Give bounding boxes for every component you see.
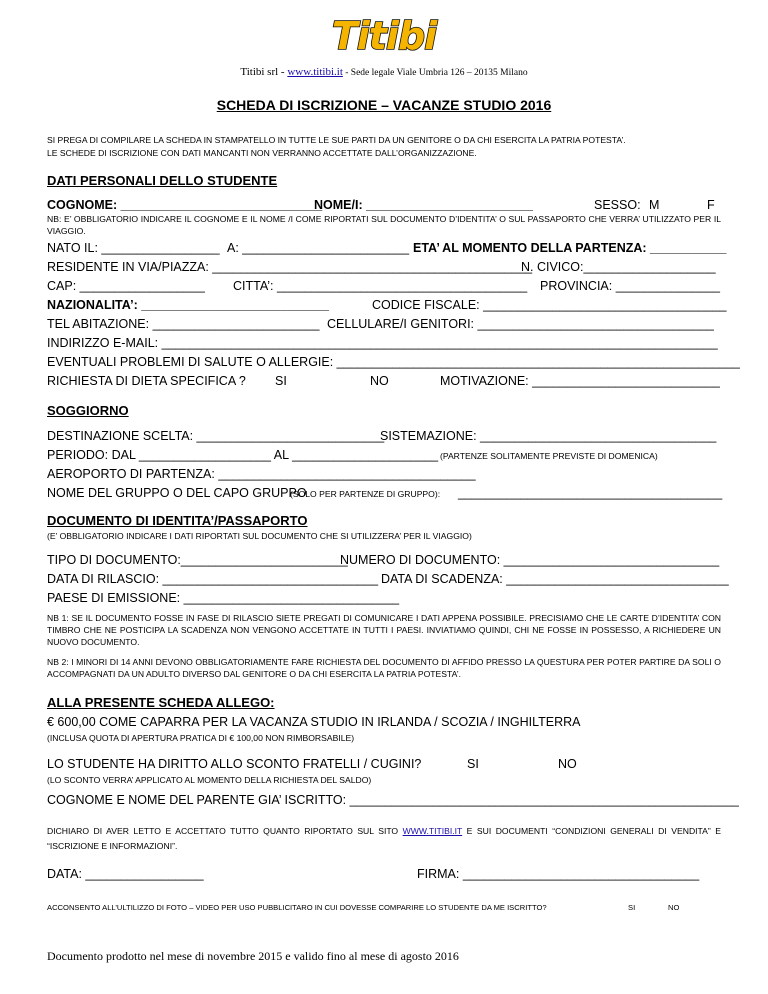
sconto-question: LO STUDENTE HA DIRITTO ALLO SCONTO FRATELLI / CUGINI? bbox=[47, 757, 422, 771]
svg-text:Titibi: Titibi bbox=[331, 14, 437, 56]
dieta-si-option[interactable]: SI bbox=[275, 374, 287, 388]
numero-documento-field[interactable]: NUMERO DI DOCUMENTO: _______________________________ bbox=[340, 553, 720, 567]
nato-il-field[interactable]: NATO IL: _________________ bbox=[47, 241, 220, 255]
luogo-nascita-field[interactable]: A: ________________________ bbox=[227, 241, 410, 255]
provincia-field[interactable]: PROVINCIA: _______________ bbox=[540, 279, 720, 293]
student-nb-note: NB: E’ OBBLIGATORIO INDICARE IL COGNOME E IL NOME /I COME RIPORTATI SUL DOCUMENTO D’IDENTITA’ O SUL PASSAPORTO CHE VERRA’ UTILIZZATO PER IL VIAGGIO. bbox=[47, 214, 721, 236]
sesso-f-option[interactable]: F bbox=[707, 198, 715, 212]
sistemazione-field[interactable]: SISTEMAZIONE: __________________________________ bbox=[380, 429, 717, 443]
documento-note: (E’ OBBLIGATORIO INDICARE I DATI RIPORTATI SUL DOCUMENTO CHE SI UTILIZZERA’ PER IL VIAGGIO) bbox=[47, 531, 472, 541]
dichiaro-text bbox=[47, 824, 721, 854]
tipo-documento-field[interactable]: TIPO DI DOCUMENTO:________________________ bbox=[47, 553, 348, 567]
titibi-terms-link[interactable]: WWW.TITIBI.IT bbox=[402, 826, 463, 836]
page-title: SCHEDA DI ISCRIZIONE – VACANZE STUDIO 2016 bbox=[216, 97, 552, 113]
nazionalita-field[interactable]: NAZIONALITA’: ___________________________ bbox=[47, 298, 329, 312]
cognome-field[interactable]: COGNOME: _____________________________ bbox=[47, 198, 323, 212]
consenso-question: ACCONSENTO ALL’ULTILIZZO DI FOTO – VIDEO PER USO PUBBLICITARO IN CUI DOVESSE COMPARIRE LO STUDENTE DA ME ISCRITTO? bbox=[47, 903, 547, 912]
periodo-note: (PARTENZE SOLITAMENTE PREVISTE DI DOMENICA) bbox=[440, 451, 658, 461]
consenso-si-option[interactable]: SI bbox=[628, 903, 636, 912]
consenso-no-option[interactable]: NO bbox=[668, 903, 680, 912]
data-scadenza-field[interactable]: DATA DI SCADENZA: ________________________________ bbox=[381, 572, 729, 586]
company-prefix: Titibi srl - bbox=[240, 66, 288, 78]
sesso-label: SESSO: bbox=[594, 198, 641, 212]
documento-nb1: NB 1: SE IL DOCUMENTO FOSSE IN FASE DI RILASCIO SIETE PREGATI DI COMUNICARE I DATI APPENA POSSIBILE. PRECISIAMO CHE LE CARTE D’IDENTITA’ CON TIMBRO CHE NE POSTICIPA LA SCADENZA NON VENGONO ACCETTATE IN TUTTI I PAESI. INVIATIAMO QUINDI, CHI NE FOSSE IN POSSESSO, A RICHIEDERE UN NUOVO DOCUMENTO. bbox=[47, 613, 721, 647]
sesso-m-option[interactable]: M bbox=[649, 198, 660, 212]
documento-heading: DOCUMENTO DI IDENTITA’/PASSAPORTO bbox=[47, 513, 308, 528]
paese-emissione-field[interactable]: PAESE DI EMISSIONE: _______________________________ bbox=[47, 591, 400, 605]
student-section-heading: DATI PERSONALI DELLO STUDENTE bbox=[47, 173, 278, 188]
codice-fiscale-field[interactable]: CODICE FISCALE: ___________________________________ bbox=[372, 298, 727, 312]
gruppo-note: (SOLO PER PARTENZE DI GRUPPO): bbox=[290, 489, 441, 499]
caparra-note: (INCLUSA QUOTA DI APERTURA PRATICA DI € 100,00 NON RIMBORSABILE) bbox=[47, 733, 355, 743]
gruppo-field[interactable]: ______________________________________ bbox=[458, 486, 723, 500]
aeroporto-field[interactable]: AEROPORTO DI PARTENZA: _____________________________________ bbox=[47, 467, 476, 481]
dieta-question: RICHIESTA DI DIETA SPECIFICA ? bbox=[47, 374, 246, 388]
company-line bbox=[0, 66, 768, 78]
destinazione-field[interactable]: DESTINAZIONE SCELTA: ___________________________ bbox=[47, 429, 385, 443]
motivazione-field[interactable]: MOTIVAZIONE: ___________________________ bbox=[440, 374, 720, 388]
titibi-logo bbox=[322, 14, 446, 56]
caparra-text: € 600,00 COME CAPARRA PER LA VACANZA STUDIO IN IRLANDA / SCOZIA / INGHILTERRA bbox=[47, 715, 581, 729]
parente-field[interactable]: COGNOME E NOME DEL PARENTE GIA’ ISCRITTO: ________________________________________________________ bbox=[47, 793, 739, 807]
salute-field[interactable]: EVENTUALI PROBLEMI DI SALUTE O ALLERGIE: __________________________________________________________ bbox=[47, 355, 740, 369]
firma-field[interactable]: FIRMA: __________________________________ bbox=[417, 867, 700, 881]
data-rilascio-field[interactable]: DATA DI RILASCIO: _______________________________ bbox=[47, 572, 379, 586]
cellulare-field[interactable]: CELLULARE/I GENITORI: __________________________________ bbox=[327, 317, 714, 331]
dieta-no-option[interactable]: NO bbox=[370, 374, 389, 388]
sconto-note: (LO SCONTO VERRA’ APPLICATO AL MOMENTO DELLA RICHIESTA DEL SALDO) bbox=[47, 775, 372, 785]
email-field[interactable]: INDIRIZZO E-MAIL: ________________________________________________________________________________ bbox=[47, 336, 718, 350]
sconto-si-option[interactable]: SI bbox=[467, 757, 479, 771]
documento-nb2: NB 2: I MINORI DI 14 ANNI DEVONO OBBLIGATORIAMENTE FARE RICHIESTA DEL DOCUMENTO DI AFFIDO PRESSO LA QUESTURA PER POTER PARTIRE DA SOLI O ACCOMPAGNATI DA UN ADULTO DIVERSO DAL GENITORE O DA CHI ESERCITA LA PATRIA POTESTA’. bbox=[47, 657, 721, 679]
citta-field[interactable]: CITTA’: ____________________________________ bbox=[233, 279, 528, 293]
intro-line-1: SI PREGA DI COMPILARE LA SCHEDA IN STAMPATELLO IN TUTTE LE SUE PARTI DA UN GENITORE O DA CHI ESERCITA LA PATRIA POTESTA’. bbox=[47, 135, 626, 145]
gruppo-label: NOME DEL GRUPPO O DEL CAPO GRUPPO bbox=[47, 486, 307, 500]
eta-field[interactable]: ETA’ AL MOMENTO DELLA PARTENZA: ___________ bbox=[413, 241, 727, 255]
residente-field[interactable]: RESIDENTE IN VIA/PIAZZA: ______________________________________________ bbox=[47, 260, 533, 274]
intro-line-2: LE SCHEDE DI ISCRIZIONE CON DATI MANCANTI NON VERRANNO ACCETTATE DALL’ORGANIZZAZIONE. bbox=[47, 148, 477, 158]
nome-field[interactable]: NOME/I: ________________________ bbox=[314, 198, 533, 212]
company-address: - Sede legale Viale Umbria 126 – 20135 Milano bbox=[342, 68, 528, 78]
dichiaro-part-1: DICHIARO DI AVER LETTO E ACCETTATO TUTTO QUANTO RIPORTATO SUL SITO bbox=[47, 826, 403, 836]
dichiaro-part-2: E SUI DOCUMENTI “CONDIZIONI GENERALI DI VENDITA” E “ISCRIZIONE E INFORMAZIONI”. bbox=[47, 826, 721, 851]
company-website-link[interactable]: www.titibi.it bbox=[287, 66, 343, 78]
tel-abitazione-field[interactable]: TEL ABITAZIONE: ________________________ bbox=[47, 317, 320, 331]
data-field[interactable]: DATA: _________________ bbox=[47, 867, 204, 881]
cap-field[interactable]: CAP: __________________ bbox=[47, 279, 205, 293]
footer-note: Documento prodotto nel mese di novembre 2015 e valido fino al mese di agosto 2016 bbox=[47, 949, 459, 963]
soggiorno-heading: SOGGIORNO bbox=[47, 403, 129, 418]
civico-field[interactable]: N. CIVICO:___________________ bbox=[521, 260, 716, 274]
allego-heading: ALLA PRESENTE SCHEDA ALLEGO: bbox=[47, 695, 275, 710]
sconto-no-option[interactable]: NO bbox=[558, 757, 577, 771]
periodo-field[interactable]: PERIODO: DAL ___________________ AL _____________________ bbox=[47, 448, 439, 462]
